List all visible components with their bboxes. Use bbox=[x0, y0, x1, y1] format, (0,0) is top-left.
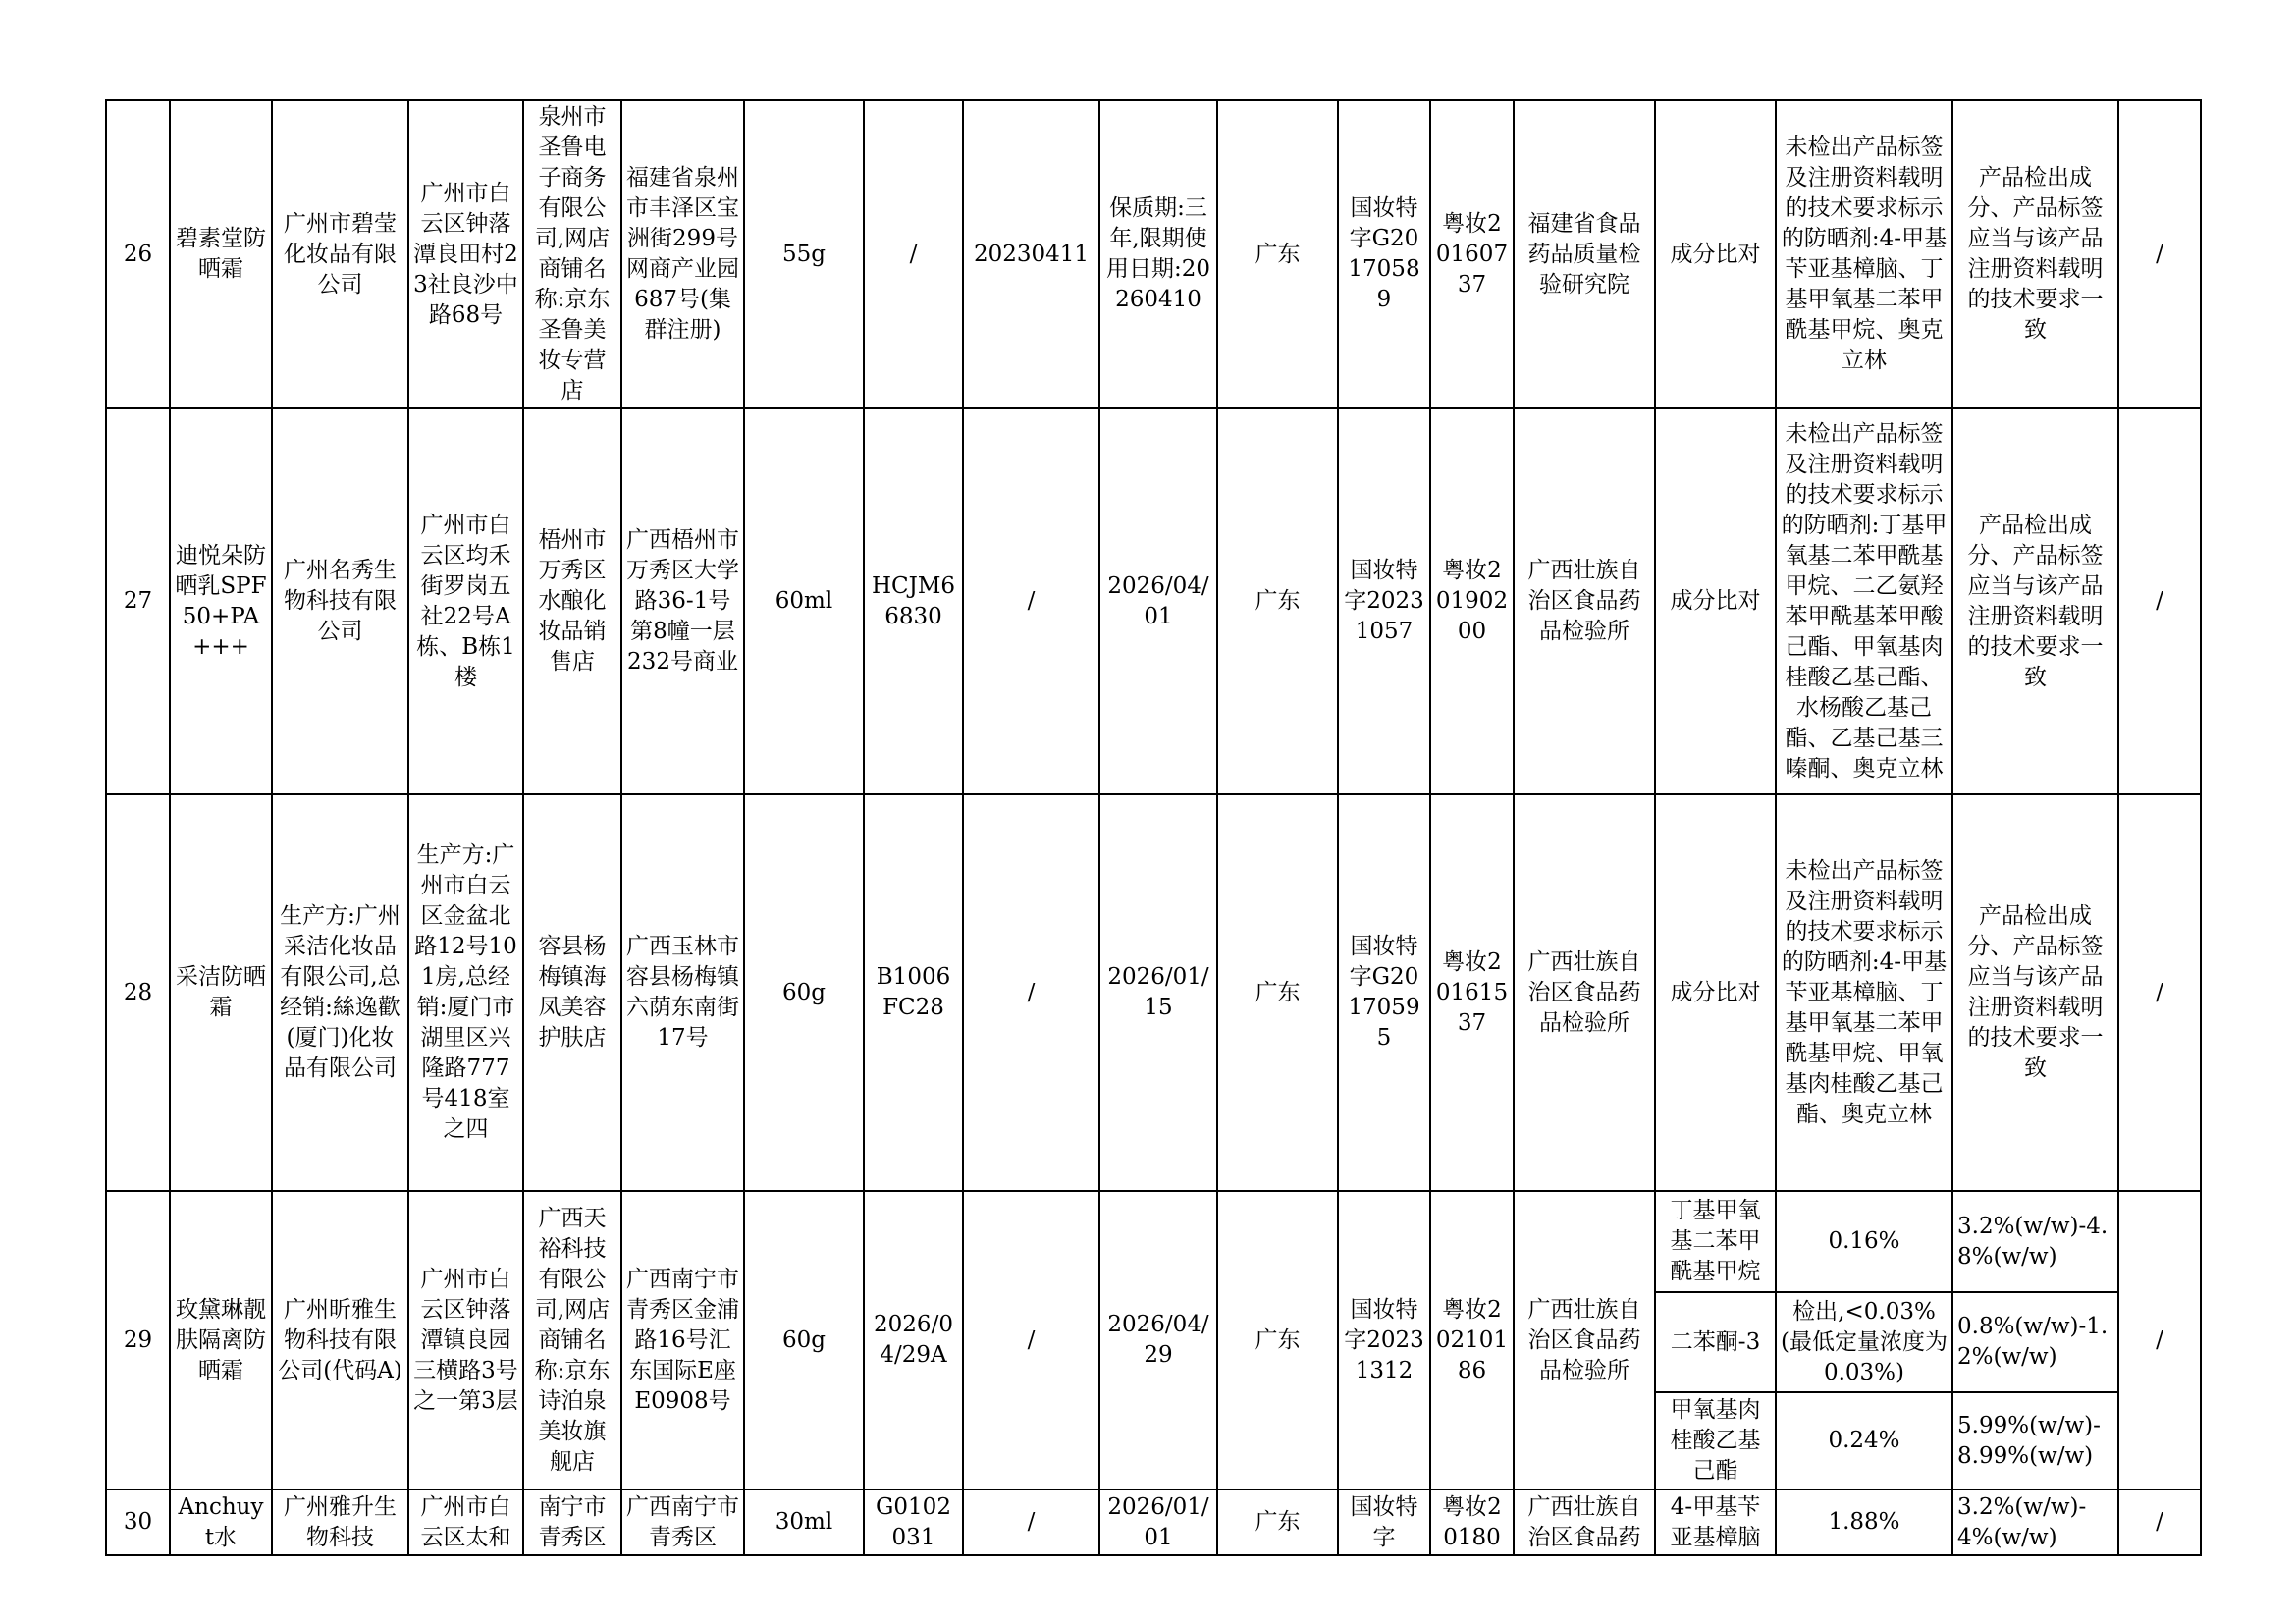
testing-lab: 广西壮族自治区食品药品检验所 bbox=[1514, 408, 1655, 794]
seller: 泉州市圣鲁电子商务有限公司,网店商铺名称:京东圣鲁美妆专营店 bbox=[523, 100, 621, 408]
table-row bbox=[106, 1489, 2201, 1555]
standard-requirement: 0.8%(w/w)-1.2%(w/w) bbox=[1952, 1292, 2118, 1392]
license-number: 国妆特字G20170589 bbox=[1338, 100, 1430, 408]
registration-number: 粤妆20210186 bbox=[1430, 1191, 1514, 1489]
test-item: 丁基甲氧基二苯甲酰基甲烷 bbox=[1655, 1191, 1776, 1292]
remark: / bbox=[2118, 100, 2201, 408]
remark: / bbox=[2118, 1191, 2201, 1489]
expiry-date: 2026/04/29 bbox=[1099, 1191, 1217, 1489]
test-item: 4-甲基苄亚基樟脑 bbox=[1655, 1489, 1776, 1555]
row-number: 29 bbox=[106, 1191, 170, 1489]
table-row bbox=[106, 794, 2201, 1191]
expiry-date: 2026/01/01 bbox=[1099, 1489, 1217, 1555]
product-name: 采洁防晒霜 bbox=[170, 794, 272, 1191]
table-row bbox=[106, 1191, 2201, 1292]
seller: 南宁市青秀区 bbox=[523, 1489, 621, 1555]
seller-address: 福建省泉州市丰泽区宝洲街299号网商产业园687号(集群注册) bbox=[621, 100, 744, 408]
remark: / bbox=[2118, 1489, 2201, 1555]
registration-number: 粤妆20161537 bbox=[1430, 794, 1514, 1191]
production-date: / bbox=[963, 1191, 1099, 1489]
standard-requirement: 产品检出成分、产品标签应当与该产品注册资料载明的技术要求一致 bbox=[1952, 794, 2118, 1191]
row-number: 26 bbox=[106, 100, 170, 408]
manufacturer: 生产方:广州采洁化妆品有限公司,总经销:絲逸歡(厦门)化妆品有限公司 bbox=[272, 794, 408, 1191]
province: 广东 bbox=[1217, 1191, 1338, 1489]
batch-number: B1006FC28 bbox=[864, 794, 963, 1191]
test-result: 1.88% bbox=[1776, 1489, 1952, 1555]
manufacturer-address: 广州市白云区太和 bbox=[408, 1489, 523, 1555]
specification: 55g bbox=[744, 100, 864, 408]
row-number: 27 bbox=[106, 408, 170, 794]
registration-number: 粤妆20160737 bbox=[1430, 100, 1514, 408]
specification: 30ml bbox=[744, 1489, 864, 1555]
table-row bbox=[106, 100, 2201, 408]
standard-requirement: 3.2%(w/w)-4%(w/w) bbox=[1952, 1489, 2118, 1555]
standard-requirement: 5.99%(w/w)-8.99%(w/w) bbox=[1952, 1392, 2118, 1489]
license-number: 国妆特字20231312 bbox=[1338, 1191, 1430, 1489]
manufacturer: 广州雅升生物科技 bbox=[272, 1489, 408, 1555]
specification: 60g bbox=[744, 794, 864, 1191]
testing-lab: 广西壮族自治区食品药 bbox=[1514, 1489, 1655, 1555]
manufacturer: 广州名秀生物科技有限公司 bbox=[272, 408, 408, 794]
specification: 60ml bbox=[744, 408, 864, 794]
license-number: 国妆特字20231057 bbox=[1338, 408, 1430, 794]
production-date: / bbox=[963, 408, 1099, 794]
test-result: 0.16% bbox=[1776, 1191, 1952, 1292]
license-number: 国妆特字 bbox=[1338, 1489, 1430, 1555]
manufacturer-address: 广州市白云区钟落潭镇良园三横路3号之一第3层 bbox=[408, 1191, 523, 1489]
batch-number: 2026/04/29A bbox=[864, 1191, 963, 1489]
test-item: 成分比对 bbox=[1655, 100, 1776, 408]
production-date: 20230411 bbox=[963, 100, 1099, 408]
product-name: Anchuyt水 bbox=[170, 1489, 272, 1555]
production-date: / bbox=[963, 1489, 1099, 1555]
test-result: 未检出产品标签及注册资料载明的技术要求标示的防晒剂:4-甲基苄亚基樟脑、丁基甲氧基二苯甲酰基甲烷、奥克立林 bbox=[1776, 100, 1952, 408]
specification: 60g bbox=[744, 1191, 864, 1489]
product-name: 碧素堂防晒霜 bbox=[170, 100, 272, 408]
manufacturer-address: 广州市白云区钟落潭良田村23社良沙中路68号 bbox=[408, 100, 523, 408]
remark: / bbox=[2118, 794, 2201, 1191]
manufacturer: 广州市碧莹化妆品有限公司 bbox=[272, 100, 408, 408]
seller: 梧州市万秀区水酿化妆品销售店 bbox=[523, 408, 621, 794]
license-number: 国妆特字G20170595 bbox=[1338, 794, 1430, 1191]
standard-requirement: 3.2%(w/w)-4.8%(w/w) bbox=[1952, 1191, 2118, 1292]
seller-address: 广西玉林市容县杨梅镇六荫东南街17号 bbox=[621, 794, 744, 1191]
test-item: 二苯酮-3 bbox=[1655, 1292, 1776, 1392]
expiry-date: 保质期:三年,限期使用日期:20260410 bbox=[1099, 100, 1217, 408]
expiry-date: 2026/01/15 bbox=[1099, 794, 1217, 1191]
test-result: 未检出产品标签及注册资料载明的技术要求标示的防晒剂:4-甲基苄亚基樟脑、丁基甲氧基二苯甲酰基甲烷、甲氧基肉桂酸乙基己酯、奥克立林 bbox=[1776, 794, 1952, 1191]
product-name: 玫黛琳靓肤隔离防晒霜 bbox=[170, 1191, 272, 1489]
batch-number: / bbox=[864, 100, 963, 408]
manufacturer-address: 广州市白云区均禾街罗岗五社22号A栋、B栋1楼 bbox=[408, 408, 523, 794]
standard-requirement: 产品检出成分、产品标签应当与该产品注册资料载明的技术要求一致 bbox=[1952, 408, 2118, 794]
test-result: 检出,<0.03%(最低定量浓度为0.03%) bbox=[1776, 1292, 1952, 1392]
seller: 容县杨梅镇海凤美容护肤店 bbox=[523, 794, 621, 1191]
test-item: 成分比对 bbox=[1655, 794, 1776, 1191]
province: 广东 bbox=[1217, 408, 1338, 794]
product-name: 迪悦朵防晒乳SPF50+PA+++ bbox=[170, 408, 272, 794]
remark: / bbox=[2118, 408, 2201, 794]
testing-lab: 广西壮族自治区食品药品检验所 bbox=[1514, 1191, 1655, 1489]
batch-number: HCJM66830 bbox=[864, 408, 963, 794]
seller-address: 广西南宁市青秀区 bbox=[621, 1489, 744, 1555]
registration-number: 粤妆20190200 bbox=[1430, 408, 1514, 794]
manufacturer: 广州昕雅生物科技有限公司(代码A) bbox=[272, 1191, 408, 1489]
test-result: 未检出产品标签及注册资料载明的技术要求标示的防晒剂:丁基甲氧基二苯甲酰基甲烷、二乙氨羟苯甲酰基苯甲酸己酯、甲氧基肉桂酸乙基己酯、水杨酸乙基己酯、乙基己基三嗪酮、奥克立林 bbox=[1776, 408, 1952, 794]
testing-lab: 广西壮族自治区食品药品检验所 bbox=[1514, 794, 1655, 1191]
row-number: 30 bbox=[106, 1489, 170, 1555]
row-number: 28 bbox=[106, 794, 170, 1191]
seller-address: 广西南宁市青秀区金浦路16号汇东国际E座E0908号 bbox=[621, 1191, 744, 1489]
province: 广东 bbox=[1217, 100, 1338, 408]
inspection-results-table bbox=[105, 99, 2202, 1556]
registration-number: 粤妆20180 bbox=[1430, 1489, 1514, 1555]
test-item: 成分比对 bbox=[1655, 408, 1776, 794]
standard-requirement: 产品检出成分、产品标签应当与该产品注册资料载明的技术要求一致 bbox=[1952, 100, 2118, 408]
production-date: / bbox=[963, 794, 1099, 1191]
table-row bbox=[106, 408, 2201, 794]
expiry-date: 2026/04/01 bbox=[1099, 408, 1217, 794]
province: 广东 bbox=[1217, 1489, 1338, 1555]
test-item: 甲氧基肉桂酸乙基己酯 bbox=[1655, 1392, 1776, 1489]
seller-address: 广西梧州市万秀区大学路36-1号第8幢一层232号商业 bbox=[621, 408, 744, 794]
batch-number: G0102031 bbox=[864, 1489, 963, 1555]
testing-lab: 福建省食品药品质量检验研究院 bbox=[1514, 100, 1655, 408]
manufacturer-address: 生产方:广州市白云区金盆北路12号101房,总经销:厦门市湖里区兴隆路777号418室之四 bbox=[408, 794, 523, 1191]
test-result: 0.24% bbox=[1776, 1392, 1952, 1489]
seller: 广西天裕科技有限公司,网店商铺名称:京东诗泊泉美妆旗舰店 bbox=[523, 1191, 621, 1489]
province: 广东 bbox=[1217, 794, 1338, 1191]
